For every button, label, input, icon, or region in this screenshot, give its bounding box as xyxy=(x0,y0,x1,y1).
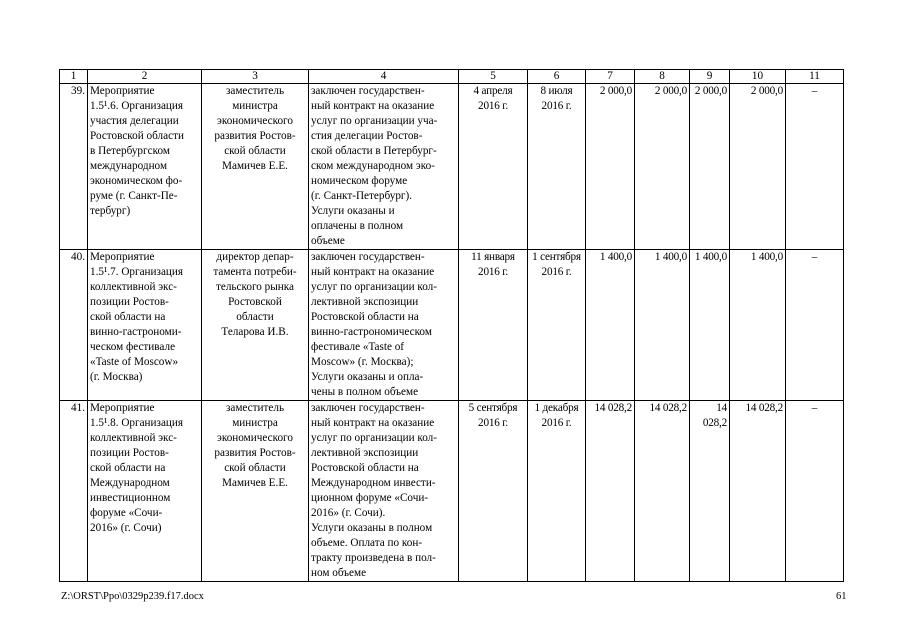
responsible-cell xyxy=(202,401,309,582)
row-number: 40. xyxy=(60,250,88,401)
start-date-cell xyxy=(459,84,528,250)
result-text: заключен государствен- ный контракт на оказание услуг по организации уча- стия делегации Ростов- ской области в Петербург- ском международном эко- номическом форуме (г. Санкт-Петербург). Услуги оказаны и оплачены в полном объеме xyxy=(311,85,438,247)
value-col11: – xyxy=(786,84,844,250)
table-row xyxy=(60,401,844,582)
event-text: Мероприятие 1.5¹.7. Организация коллективной экс- позиции Ростов- ской области на винно-гастрономи- ческом фестивале «Taste of Moscow» (г. Москва) xyxy=(90,251,184,383)
result-text: заключен государствен- ный контракт на оказание услуг по организации кол- лективной экспозиции Ростовской области на винно-гастрономическом фестивале «Taste of Moscow» (г. Москва); Услуги оказаны и опла- чены в полном объеме xyxy=(311,251,437,398)
start-date: 4 апреля 2016 г. xyxy=(473,85,513,112)
header-cell: 6 xyxy=(528,70,586,84)
value-col7: 14 028,2 xyxy=(586,401,635,582)
header-cell: 5 xyxy=(459,70,528,84)
value-col9: 14 028,2 xyxy=(690,401,730,582)
header-cell: 10 xyxy=(730,70,786,84)
page-number: 61 xyxy=(836,591,847,602)
table-row xyxy=(60,84,844,250)
value-col9: 1 400,0 xyxy=(690,250,730,401)
program-table xyxy=(59,69,844,582)
header-cell: 8 xyxy=(635,70,690,84)
header-cell: 3 xyxy=(202,70,309,84)
responsible-text: заместитель министра экономического развития Ростов- ской области Мамичев Е.Е. xyxy=(214,402,296,489)
value-col7: 1 400,0 xyxy=(586,250,635,401)
start-date: 11 января 2016 г. xyxy=(471,251,515,278)
responsible-cell xyxy=(202,84,309,250)
result-cell xyxy=(309,250,459,401)
value-col8: 14 028,2 xyxy=(635,401,690,582)
header-cell: 9 xyxy=(690,70,730,84)
end-date-cell xyxy=(528,84,586,250)
row-number: 41. xyxy=(60,401,88,582)
result-cell xyxy=(309,84,459,250)
value-col10: 1 400,0 xyxy=(730,250,786,401)
start-date-cell xyxy=(459,250,528,401)
end-date-cell xyxy=(528,401,586,582)
end-date: 8 июля 2016 г. xyxy=(540,85,573,112)
header-cell: 1 xyxy=(60,70,88,84)
header-cell: 4 xyxy=(309,70,459,84)
value-col10: 2 000,0 xyxy=(730,84,786,250)
responsible-text: заместитель министра экономического развития Ростов- ской области Мамичев Е.Е. xyxy=(214,85,296,172)
start-date: 5 сентября 2016 г. xyxy=(468,402,518,429)
start-date-cell xyxy=(459,401,528,582)
responsible-cell xyxy=(202,250,309,401)
result-text: заключен государствен- ный контракт на оказание услуг по организации кол- лективной экспозиции Ростовской области на Международном инвести- ционном форуме «Сочи- 2016» (г. Сочи). Услуги оказаны в полном объеме. Оплата по кон- тракту произведена в пол- ном объеме xyxy=(311,402,437,579)
value-col8: 1 400,0 xyxy=(635,250,690,401)
row-number: 39. xyxy=(60,84,88,250)
header-cell: 11 xyxy=(786,70,844,84)
end-date: 1 сентября 2016 г. xyxy=(532,251,581,278)
result-cell xyxy=(309,401,459,582)
event-cell xyxy=(88,250,202,401)
header-cell: 2 xyxy=(88,70,202,84)
value-col7: 2 000,0 xyxy=(586,84,635,250)
table-row xyxy=(60,250,844,401)
value-col9: 2 000,0 xyxy=(690,84,730,250)
value-col11: – xyxy=(786,401,844,582)
event-text: Мероприятие 1.5¹.8. Организация коллективной экс- позиции Ростов- ской области на Международном инвестиционном форуме «Сочи- 2016» (г. Сочи) xyxy=(90,402,184,534)
header-cell: 7 xyxy=(586,70,635,84)
event-text: Мероприятие 1.5¹.6. Организация участия делегации Ростовской области в Петербургском международном экономическом фо- руме (г. Санкт-Пе- тербург) xyxy=(90,85,184,217)
event-cell xyxy=(88,401,202,582)
value-col11: – xyxy=(786,250,844,401)
header-row xyxy=(60,70,844,84)
end-date-cell xyxy=(528,250,586,401)
value-col10: 14 028,2 xyxy=(730,401,786,582)
value-col8: 2 000,0 xyxy=(635,84,690,250)
footer-file-path: Z:\ORST\Ppo\0329p239.f17.docx xyxy=(61,591,204,602)
end-date: 1 декабря 2016 г. xyxy=(534,402,579,429)
responsible-text: директор депар- тамента потреби- тельского рынка Ростовской области Теларова И.В. xyxy=(213,251,297,338)
event-cell xyxy=(88,84,202,250)
